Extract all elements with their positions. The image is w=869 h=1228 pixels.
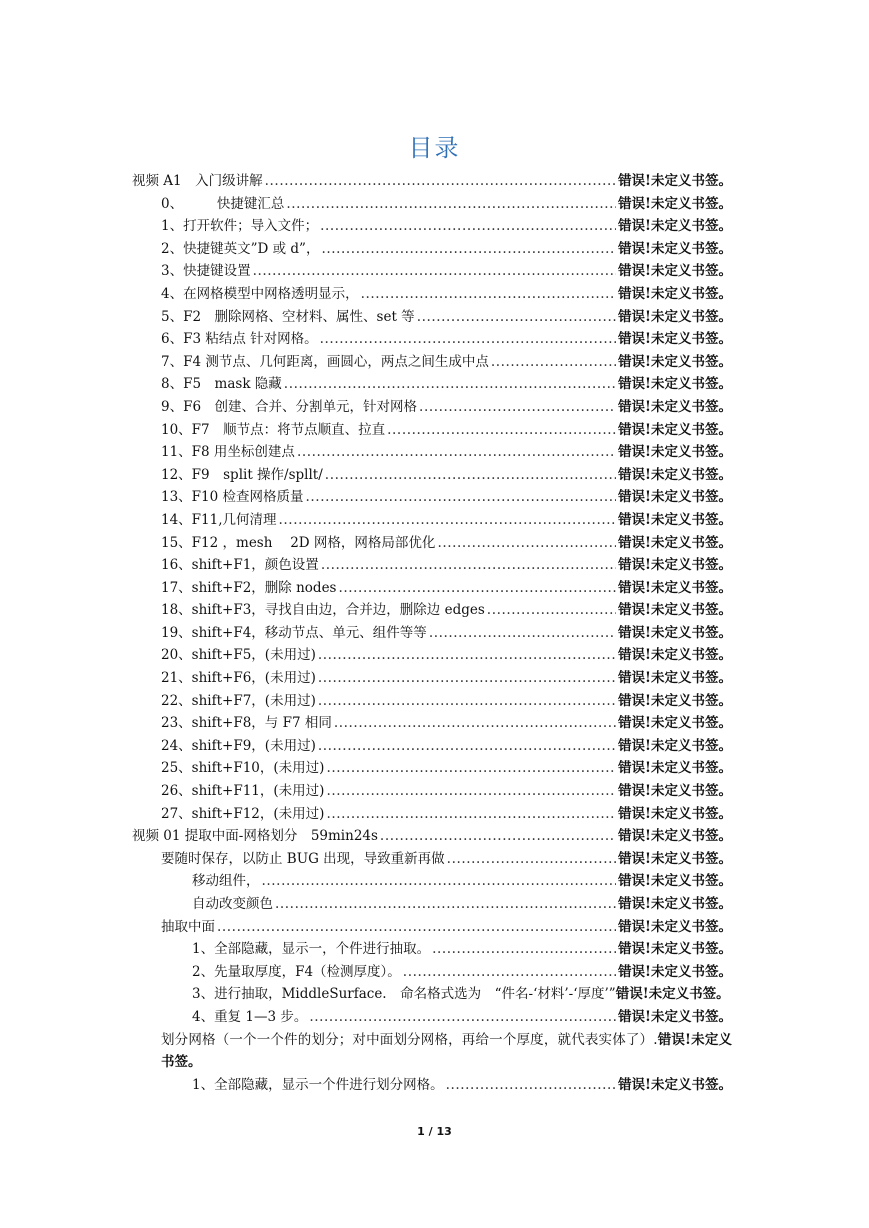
toc-entry[interactable] [132, 193, 732, 216]
toc-entry-text: 16、shift+F1，颜色设置 [161, 557, 319, 574]
toc-entry-text: 11、F8 用坐标创建点 [161, 444, 295, 461]
toc-entry-text: 视频 A1 入门级讲解 [132, 173, 263, 189]
dot-leader [432, 938, 616, 961]
toc-entry-page-ref: 错误!未定义书签。 [618, 715, 732, 732]
toc-entry-text: 视频 01 提取中面-网格划分 59min24s [132, 828, 378, 845]
dot-leader [279, 509, 617, 532]
toc-entry-text: 25、shift+F10，(未用过) [161, 760, 325, 777]
page-number: 1 / 13 [417, 1125, 452, 1138]
toc-entry-page-ref: 错误!未定义书签。 [618, 873, 732, 890]
toc-entry-page-ref: 错误!未定义书签。 [618, 850, 732, 867]
toc-entry[interactable] [132, 644, 732, 667]
toc-entry-page-ref: 错误!未定义书签。 [618, 579, 732, 596]
toc-entry-text: 1、全部隐藏，显示一，个件进行抽取。 [192, 941, 431, 958]
toc-entry[interactable] [132, 848, 732, 871]
toc-entry-text: 2、先量取厚度，F4（检测厚度）。 [192, 963, 401, 980]
toc-entry[interactable] [132, 780, 732, 803]
toc-entry[interactable] [132, 306, 732, 329]
toc-entry-text: 9、F6 创建、合并、分割单元，针对网格 [161, 398, 418, 415]
dot-leader [253, 260, 616, 283]
toc-entry-page-ref: 错误!未定义书签。 [618, 240, 732, 257]
dot-leader [321, 238, 616, 261]
toc-entry-text: 3、快捷键设置 [161, 263, 251, 280]
toc-entry-page-ref: 错误!未定义书签。 [618, 896, 732, 912]
toc-entry-page-ref: 错误!未定义书签。 [618, 692, 732, 709]
toc-entry[interactable] [132, 938, 732, 961]
dot-leader [306, 486, 617, 509]
dot-leader [437, 532, 616, 555]
toc-entry[interactable] [132, 599, 732, 622]
dot-leader [318, 667, 616, 690]
toc-entry-text: 12、F9 split 操作/spllt/ [161, 466, 323, 483]
toc-entry[interactable] [132, 893, 732, 916]
toc-entry-page-ref: 错误!未定义书签。 [618, 489, 732, 506]
toc-entry-text: 22、shift+F7，(未用过) [161, 692, 316, 709]
toc-entry-page-ref: 错误!未定义书签。 [618, 308, 732, 325]
dot-leader [325, 464, 616, 487]
toc-entry-text: 7、F4 测节点、几何距离，画圆心，两点之间生成中点 [161, 353, 489, 370]
toc-entry[interactable] [132, 735, 732, 758]
toc-entry-text: 4、在网格模型中网格透明显示， [161, 285, 359, 302]
dot-leader [487, 599, 616, 622]
toc-entry-page-ref: 错误!未定义书签。 [618, 783, 732, 800]
toc-entry[interactable] [132, 757, 732, 780]
toc-entry-text: 19、shift+F4，移动节点、单元、组件等等 [161, 624, 427, 641]
toc-entry-text: 20、shift+F5，(未用过) [161, 647, 316, 664]
toc-entry-page-ref: 错误!未定义书签。 [618, 624, 732, 641]
toc-entry[interactable] [132, 328, 732, 351]
toc-entry-page-ref: 错误!未定义书签。 [618, 511, 732, 528]
dot-leader [326, 757, 616, 780]
toc-entry[interactable] [132, 351, 732, 374]
toc-entry[interactable] [132, 712, 732, 735]
toc-entry-page-ref: 错误!未定义书签。 [618, 941, 732, 958]
toc-entry[interactable] [132, 961, 732, 984]
toc-entry[interactable] [132, 486, 732, 509]
toc-entry-page-ref: 错误!未定义书签。 [618, 918, 732, 935]
toc-entry-text: 1、打开软件；导入文件； [161, 218, 319, 235]
toc-entry-page-ref: 错误!未定义书签。 [618, 737, 732, 754]
toc-entry-page-ref: 错误!未定义书签。 [618, 828, 732, 845]
toc-entry-page-ref: 错误!未定义书签。 [618, 263, 732, 280]
toc-entry-page-ref: 错误!未定义书签。 [618, 647, 732, 664]
toc-entry[interactable] [132, 283, 732, 306]
toc-entry[interactable] [132, 690, 732, 713]
dot-leader [286, 193, 616, 216]
toc-entry[interactable] [132, 916, 732, 939]
toc-entry[interactable] [132, 170, 732, 193]
dot-leader [320, 328, 616, 351]
dot-leader [429, 622, 616, 645]
toc-entry-text: 3、进行抽取，MiddleSurface. 命名格式选为 “件名-‘材料’-‘厚度’” [192, 986, 616, 1003]
toc-entry-page-ref: 错误!未定义书签。 [618, 218, 732, 235]
toc-entry-text: 10、F7 顺节点：将节点顺直、拉直 [161, 421, 386, 438]
toc-entry-text: 5、F2 删除网格、空材料、属性、set 等 [161, 308, 415, 325]
toc-entry[interactable] [132, 803, 732, 826]
toc-entry-page-ref: 错误!未定义书签。 [618, 421, 732, 438]
toc-entry[interactable] [132, 441, 732, 464]
dot-leader [275, 893, 616, 916]
toc-entry[interactable] [132, 1006, 732, 1029]
toc-entry[interactable] [132, 825, 732, 848]
dot-leader [338, 577, 616, 600]
toc-entry-text: 抽取中面 [161, 918, 215, 935]
dot-leader [265, 170, 616, 193]
dot-leader [326, 803, 616, 826]
dot-leader [403, 961, 616, 984]
toc-entry-page-ref: 错误!未定义书签。 [618, 444, 732, 461]
toc-entry-text: 1、全部隐藏，显示一个件进行划分网格。 [192, 1076, 444, 1093]
toc-entry-text: 移动组件， [192, 873, 260, 890]
toc-entry-page-ref: 错误!未定义书签。 [618, 805, 732, 822]
dot-leader [217, 916, 616, 939]
dot-leader [491, 351, 616, 374]
toc-entry[interactable] [132, 260, 732, 283]
toc-entry-page-ref: 错误!未定义书签。 [618, 760, 732, 777]
toc-entry-page-ref: 错误!未定义书签。 [615, 986, 730, 1003]
dot-leader [262, 870, 617, 893]
toc-entry[interactable] [132, 396, 732, 419]
toc-entry-page-ref: 错误!未定义书签。 [618, 534, 732, 551]
toc-entry[interactable] [132, 983, 732, 1006]
toc-entry[interactable] [132, 1074, 732, 1097]
toc-entry-page-ref: 错误!未定义书签。 [618, 195, 732, 212]
toc-entry-page-ref: 错误!未定义书签。 [618, 602, 732, 619]
toc-entry[interactable] [132, 215, 732, 238]
toc-entry[interactable] [132, 509, 732, 532]
dot-leader [318, 690, 616, 713]
dot-leader [419, 396, 616, 419]
toc-entry-page-ref: 错误!未定义书签。 [618, 670, 732, 687]
toc-entry-page-ref: 错误!未定义书签。 [618, 376, 732, 393]
toc-entry-text: 17、shift+F2，删除 nodes [161, 579, 337, 596]
toc-entry-page-ref: 错误!未定义书签。 [618, 466, 732, 483]
dot-leader [326, 780, 616, 803]
dot-leader [446, 1074, 616, 1097]
dot-leader [297, 441, 616, 464]
toc-entry-page-ref: 错误!未定义书签。 [618, 1076, 732, 1093]
toc-entry[interactable] [132, 419, 732, 442]
toc-entry[interactable] [132, 532, 732, 555]
toc-entry-page-ref: 错误!未定义书签。 [618, 331, 732, 348]
dot-leader [309, 1006, 616, 1029]
toc-entry-text: 21、shift+F6，(未用过) [161, 670, 316, 687]
dot-leader [318, 735, 616, 758]
toc-entry-text: 6、F3 粘结点 针对网格。 [161, 331, 318, 348]
toc-entry-text: 27、shift+F12，(未用过) [161, 805, 325, 822]
dot-leader [334, 712, 616, 735]
toc-title: 目录 [408, 134, 461, 162]
dot-leader [320, 215, 616, 238]
toc-entry-page-ref: 错误!未定义书签。 [618, 963, 732, 980]
toc-entry[interactable] [132, 373, 732, 396]
toc-entry-page-ref: 错误!未定义书签。 [618, 557, 732, 574]
dot-leader [447, 848, 616, 871]
dot-leader [361, 283, 616, 306]
toc-entry-page-ref: 错误!未定义书签。 [161, 1031, 732, 1071]
toc-entry-page-ref: 错误!未定义书签。 [618, 1008, 732, 1025]
toc-entry[interactable] [132, 1029, 732, 1074]
toc-entry[interactable] [132, 464, 732, 487]
toc-entry[interactable] [132, 667, 732, 690]
toc-entry-text: 14、F11,几何清理 [161, 511, 277, 528]
toc-entry-page-ref: 错误!未定义书签。 [618, 398, 732, 415]
table-of-contents [132, 170, 732, 1096]
toc-entry[interactable] [132, 622, 732, 645]
toc-entry-text: 15、F12 ，mesh 2D 网格，网格局部优化 [161, 534, 436, 551]
toc-entry-text: 23、shift+F8，与 F7 相同 [161, 715, 332, 732]
toc-entry-text: 0、 快捷键汇总 [161, 195, 285, 212]
toc-entry-text: 自动改变颜色 [192, 896, 273, 912]
dot-leader [318, 644, 616, 667]
toc-entry-text: 13、F10 检查网格质量 [161, 489, 304, 506]
dot-leader [321, 554, 616, 577]
toc-entry-page-ref: 错误!未定义书签。 [618, 353, 732, 370]
dot-leader [387, 419, 616, 442]
toc-entry-text: 8、F5 mask 隐藏 [161, 376, 282, 393]
toc-entry-page-ref: 错误!未定义书签。 [618, 285, 732, 302]
toc-entry-text: 2、快捷键英文”D 或 d”， [161, 240, 320, 257]
toc-entry[interactable] [132, 238, 732, 261]
dot-leader [417, 306, 616, 329]
toc-entry[interactable] [132, 870, 732, 893]
toc-entry-text: 18、shift+F3，寻找自由边，合并边，删除边 edges [161, 602, 485, 619]
toc-entry-text: 24、shift+F9，(未用过) [161, 737, 316, 754]
toc-entry-text: 划分网格（一个一个件的划分；对中面划分网格，再给一个厚度，就代表实体了）. [161, 1031, 658, 1048]
toc-entry-text: 26、shift+F11，(未用过) [161, 783, 325, 800]
dot-leader [380, 825, 616, 848]
toc-entry-page-ref: 错误!未定义书签。 [618, 173, 732, 189]
toc-entry[interactable] [132, 554, 732, 577]
toc-entry[interactable] [132, 577, 732, 600]
dot-leader [284, 373, 616, 396]
toc-entry-text: 4、重复 1—3 步。 [192, 1008, 308, 1025]
toc-entry-text: 要随时保存，以防止 BUG 出现，导致重新再做 [161, 850, 445, 867]
